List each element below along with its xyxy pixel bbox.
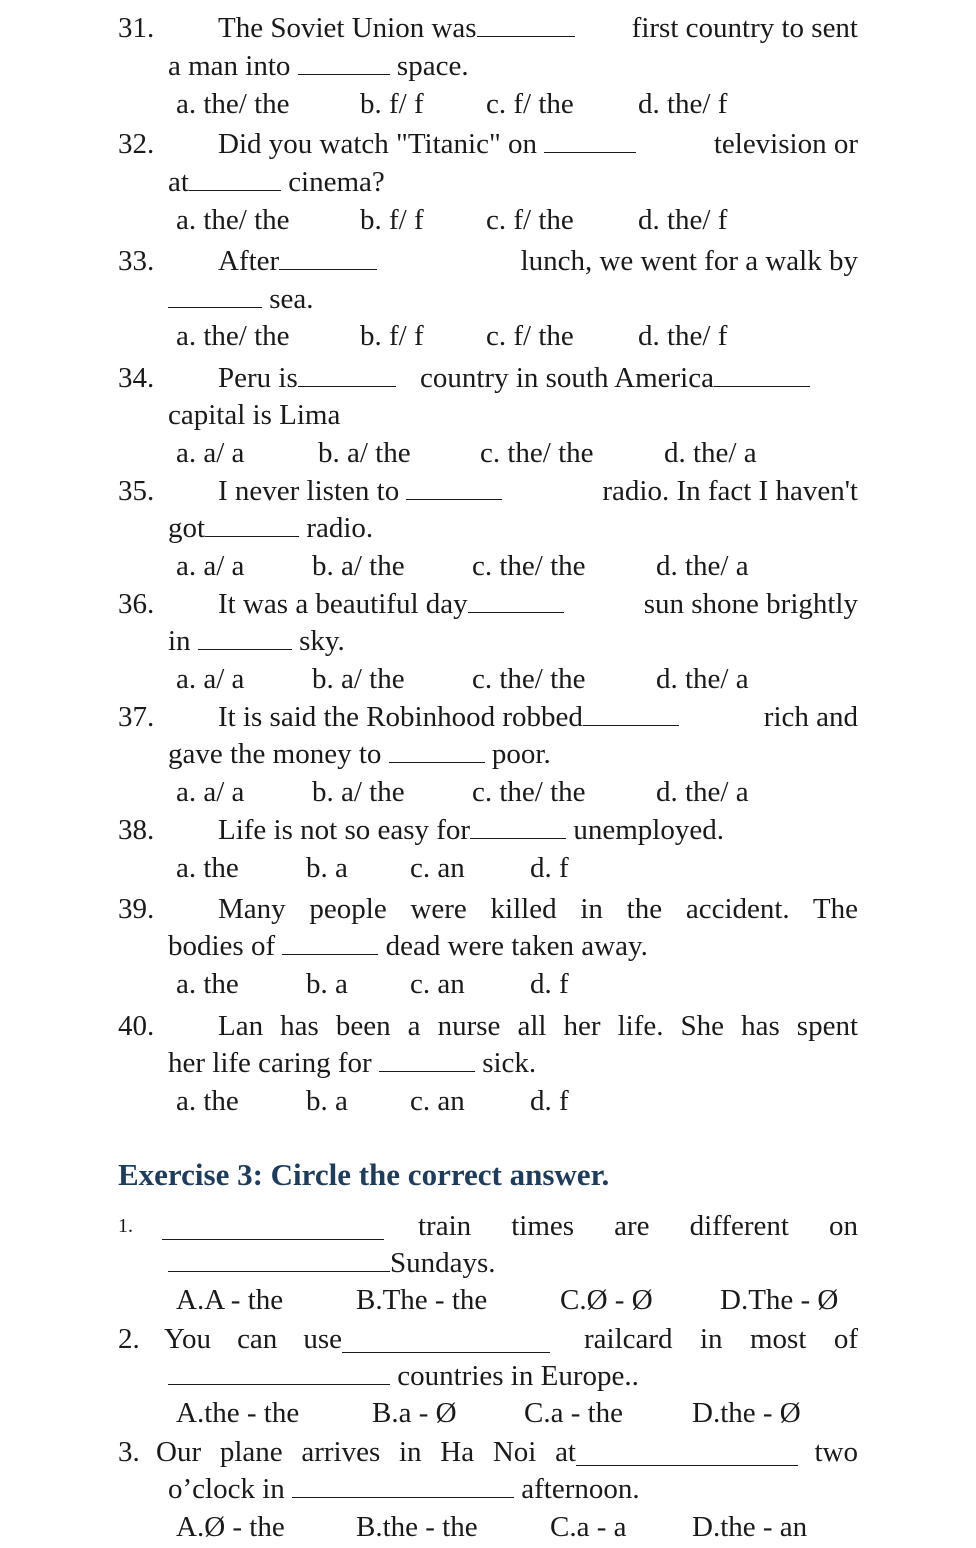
option-d[interactable]: d. f xyxy=(530,852,569,884)
answer-blank[interactable] xyxy=(576,1441,798,1466)
option-d[interactable]: d. f xyxy=(530,968,569,1000)
option-a[interactable]: a. a/ a xyxy=(176,663,245,695)
question-line-2: got radio. xyxy=(168,512,374,544)
option-b[interactable]: B.The - the xyxy=(356,1284,488,1316)
question-line-2: bodies of dead were taken away. xyxy=(168,930,648,962)
option-b[interactable]: b. a xyxy=(306,852,348,884)
option-b[interactable]: b. f/ f xyxy=(360,320,424,352)
option-d[interactable]: d. the/ a xyxy=(656,550,749,582)
option-d[interactable]: d. f xyxy=(530,1085,569,1117)
option-b[interactable]: b. a/ the xyxy=(312,550,405,582)
option-d[interactable]: D.the - Ø xyxy=(692,1397,801,1429)
question-line-2: sea. xyxy=(168,281,314,317)
question-number: 1. xyxy=(118,1215,133,1237)
answer-blank[interactable] xyxy=(583,701,679,726)
option-b[interactable]: b. a/ the xyxy=(312,776,405,808)
option-a[interactable]: a. the/ the xyxy=(176,320,290,352)
answer-blank[interactable] xyxy=(342,1328,550,1353)
option-d[interactable]: d. the/ a xyxy=(664,437,757,469)
option-b[interactable]: b. f/ f xyxy=(360,88,424,120)
option-a[interactable]: a. the xyxy=(176,1085,239,1117)
option-a[interactable]: a. the xyxy=(176,968,239,1000)
question-line-2: in sky. xyxy=(168,625,345,657)
option-a[interactable]: a. a/ a xyxy=(176,776,245,808)
option-d[interactable]: d. the/ a xyxy=(656,776,749,808)
answer-blank[interactable] xyxy=(189,166,281,191)
answer-blank[interactable] xyxy=(477,12,575,37)
answer-blank[interactable] xyxy=(168,1360,390,1385)
answer-blank[interactable] xyxy=(279,245,377,270)
option-c[interactable]: c. the/ the xyxy=(472,663,586,695)
question-number: 36. xyxy=(118,588,155,620)
question-number: 2. xyxy=(118,1323,140,1355)
question-number: 38. xyxy=(118,814,155,846)
question-line-1: I never listen to xyxy=(218,473,502,509)
option-d[interactable]: d. the/ f xyxy=(638,88,728,120)
question-line-1: After xyxy=(218,243,377,279)
question-number: 39. xyxy=(118,893,155,925)
question-line-1: Lan has been a nurse all her life. She has spent xyxy=(218,1010,858,1042)
question-line-2: at cinema? xyxy=(168,166,385,198)
answer-blank[interactable] xyxy=(406,475,502,500)
option-d[interactable]: d. the/ f xyxy=(638,320,728,352)
question-line-1: Peru is xyxy=(218,360,396,396)
option-b[interactable]: b. a/ the xyxy=(318,437,411,469)
option-c[interactable]: c. an xyxy=(410,968,465,1000)
question-line-2: Sundays. xyxy=(168,1245,496,1281)
answer-blank[interactable] xyxy=(470,814,566,839)
answer-blank[interactable] xyxy=(389,738,485,763)
question-line-2: gave the money to poor. xyxy=(168,738,551,770)
option-d[interactable]: D.The - Ø xyxy=(720,1284,839,1316)
option-a[interactable]: a. a/ a xyxy=(176,437,245,469)
answer-blank[interactable] xyxy=(714,362,810,387)
option-d[interactable]: D.the - an xyxy=(692,1511,808,1543)
option-a[interactable]: a. a/ a xyxy=(176,550,245,582)
exercise-heading: Exercise 3: Circle the correct answer. xyxy=(118,1157,610,1192)
option-a[interactable]: A.Ø - the xyxy=(176,1511,285,1543)
question-number: 35. xyxy=(118,475,155,507)
option-d[interactable]: d. the/ a xyxy=(656,663,749,695)
question-number: 31. xyxy=(118,12,155,44)
answer-blank[interactable] xyxy=(468,588,564,613)
answer-blank[interactable] xyxy=(544,128,636,153)
option-c[interactable]: c. an xyxy=(410,852,465,884)
option-b[interactable]: B.the - the xyxy=(356,1511,478,1543)
question-line-2: capital is Lima xyxy=(168,399,341,431)
option-c[interactable]: c. an xyxy=(410,1085,465,1117)
option-c[interactable]: C.Ø - Ø xyxy=(560,1284,653,1316)
question-line-1: Did you watch "Titanic" on xyxy=(218,126,636,162)
option-a[interactable]: A.the - the xyxy=(176,1397,300,1429)
option-b[interactable]: b. f/ f xyxy=(360,204,424,236)
option-c[interactable]: C.a - a xyxy=(550,1511,627,1543)
question-line-2: countries in Europe.. xyxy=(168,1358,639,1394)
option-a[interactable]: a. the/ the xyxy=(176,204,290,236)
answer-blank[interactable] xyxy=(292,1473,514,1498)
option-a[interactable]: A.A - the xyxy=(176,1284,284,1316)
answer-blank[interactable] xyxy=(379,1047,475,1072)
answer-blank[interactable] xyxy=(205,512,299,537)
answer-blank[interactable] xyxy=(168,1247,390,1272)
option-c[interactable]: c. f/ the xyxy=(486,204,574,236)
option-b[interactable]: b. a xyxy=(306,968,348,1000)
answer-blank[interactable] xyxy=(162,1215,384,1240)
answer-blank[interactable] xyxy=(298,362,396,387)
question-number: 40. xyxy=(118,1010,155,1042)
question-line-1: It is said the Robinhood robbed xyxy=(218,699,679,735)
question-number: 37. xyxy=(118,701,155,733)
option-b[interactable]: b. a xyxy=(306,1085,348,1117)
answer-blank[interactable] xyxy=(198,625,292,650)
question-line-1: It was a beautiful day xyxy=(218,586,564,622)
question-number: 34. xyxy=(118,362,155,394)
option-c[interactable]: c. the/ the xyxy=(472,550,586,582)
question-number: 3. xyxy=(118,1436,140,1468)
option-c[interactable]: C.a - the xyxy=(524,1397,624,1429)
question-line-2: o’clock in afternoon. xyxy=(168,1473,640,1505)
option-c[interactable]: c. f/ the xyxy=(486,320,574,352)
option-b[interactable]: b. a/ the xyxy=(312,663,405,695)
option-b[interactable]: B.a - Ø xyxy=(372,1397,457,1429)
answer-blank[interactable] xyxy=(298,50,390,75)
option-c[interactable]: c. the/ the xyxy=(480,437,594,469)
answer-blank[interactable] xyxy=(282,930,378,955)
question-line-1: Life is not so easy for unemployed. xyxy=(218,814,724,846)
option-a[interactable]: a. the/ the xyxy=(176,88,290,120)
question-line-1: Many people were killed in the accident. The xyxy=(218,893,858,925)
option-c[interactable]: c. the/ the xyxy=(472,776,586,808)
question-number: 32. xyxy=(118,128,155,160)
option-a[interactable]: a. the xyxy=(176,852,239,884)
question-line-1: The Soviet Union was xyxy=(218,10,575,46)
option-d[interactable]: d. the/ f xyxy=(638,204,728,236)
question-number: 33. xyxy=(118,245,155,277)
question-line-2: her life caring for sick. xyxy=(168,1047,537,1079)
question-line-2: a man into space. xyxy=(168,50,469,82)
answer-blank[interactable] xyxy=(168,283,262,308)
option-c[interactable]: c. f/ the xyxy=(486,88,574,120)
